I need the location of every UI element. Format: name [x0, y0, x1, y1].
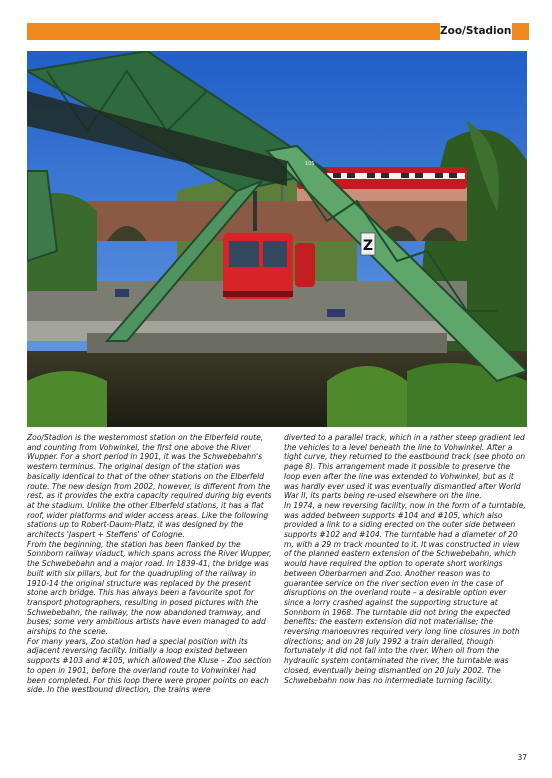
paragraph: Zoo/Stadion is the westernmost station on the Elberfeld route, and counting from Vohwinkel, the first one above the River Wupper. For a short period in 1901, it was the Schwebebahn's western terminus. The original design of the station was basically identical to that of the other stations on the Elberfeld route. The new design from 2002, however, is different from the rest, as it provides the extra capacity required during big events at the stadium. Unlike the other Elberfeld stations, it has a flat roof, wider platforms and wider access areas. Like the following stations up to Robert-Daum-Platz, it was designed by the architects 'Jaspert + Steffens' of Cologne.: [27, 433, 272, 540]
paragraph: In 1974, a new reversing facility, now in the form of a turntable, was added between supports #104 and #105, which also provided a link to a siding erected on the outer side between supports #102 and #104. The turntable had a diameter of 20 m, with a 29 m track mounted to it. It was constructed in view of the planned eastern extension of the Schwebebahn, which would have required the option to operate short workings between Oberbarmen and Zoo. Another reason was to guarantee service on the river section even in the case of disruptions on the overland route – a desirable option ever since a lorry crashed against the supporting structure at Sonnborn in 1968. The turntable did not bring the expected benefits: the eastern extension did not materialise; the reversing manoeuvres required very long line closures in both directions; and on 28 July 1992 a train derailed, though fortunately it did not fall into the river. When oil from the hydraulic system contaminated the river, the turntable was closed, eventually being dismantled on 20 July 2002. The Schwebebahn now has no intermediate turning facility.: [284, 500, 526, 685]
paragraph: From the beginning, the station has been flanked by the Sonnborn railway viaduct, which spans across the River Wupper, the Schwebebahn and a major road. In 1839-41, the bridge was built with six pillars, but for the quadrupling of the railway in 1910-14 the original structure was replaced by the present stone arch bridge. This has always been a favourite spot for transport photographers, resulting in posed pictures with the Schwebebahn, the railway, the now abandoned tramway, and buses; some very ambitious artists have even managed to add airships to the scene.: [27, 539, 272, 637]
paragraph: For many years, Zoo station had a special position with its adjacent reversing facility. Initially a loop existed between supports #103 and #105, which allowed the Kluse – Zoo section to open in 1901, before the overland route to Vohwinkel had been completed. For this loop there were proper points on each side. In the westbound direction, the trains were: [27, 636, 272, 695]
section-title: Zoo/Stadion: [440, 23, 507, 40]
text-column-right: [284, 433, 528, 685]
support-number-plate: 105: [305, 161, 315, 167]
station-sign: [361, 233, 375, 255]
svg-text:Z: Z: [362, 238, 374, 254]
header-bar: [27, 23, 507, 40]
text-column-left: [27, 433, 273, 695]
paragraph: diverted to a parallel track, which in a rather steep gradient led the vehicles to a level beneath the line to Vohwinkel. After a tight curve, they returned to the eastbound track (see photo on page 8). This arrangement made it possible to preserve the loop even after the line was extended to Vohwinkel, but as it was hardly ever used it was eventually dismantled after World War II, its parts being re-used elsewhere on the line.: [284, 433, 526, 501]
page-number: 37: [517, 753, 527, 762]
header-accent-square: [512, 23, 529, 40]
photo-schwebebahn-viaduct: [27, 51, 527, 427]
